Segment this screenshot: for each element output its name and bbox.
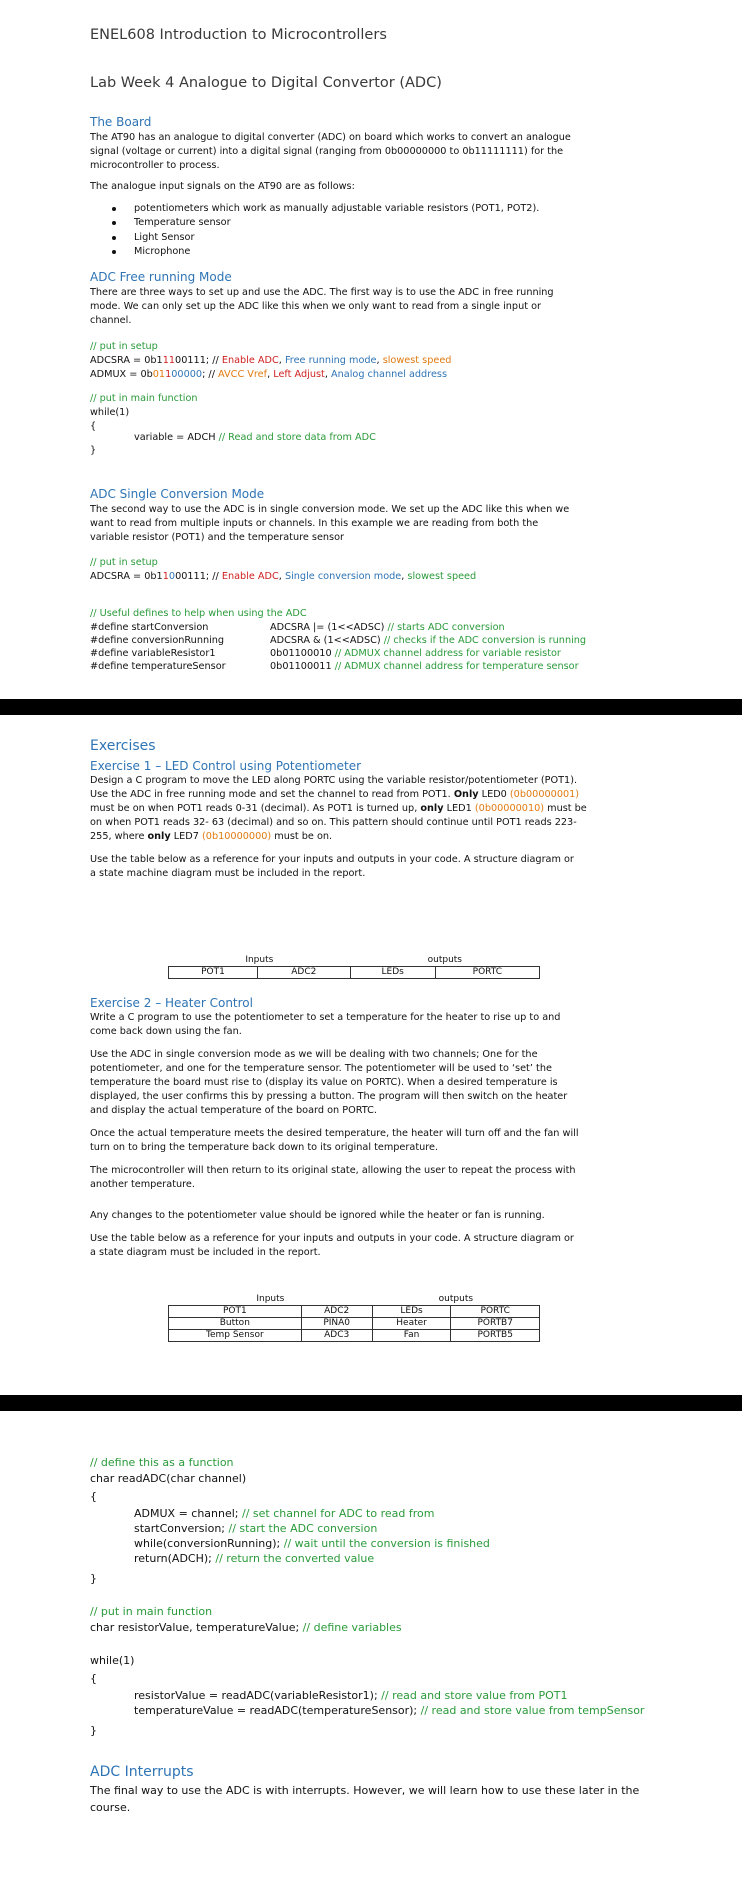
single-text-line: The second way to use the ADC is in single conversion mode. We set up the ADC like this when we <box>90 504 570 515</box>
single-text-line: variable resistor (POT1) and the temperature sensor <box>90 532 345 543</box>
code-brace: { <box>90 1490 97 1503</box>
code-line: resistorValue = readADC(variableResistor1); // read and store value from POT1 <box>134 1689 568 1702</box>
exercise-2-text-line: temperature the board must rise to (display its value on PORTC). When a desired temperature is <box>90 1077 558 1088</box>
free-text-line: mode. We can only set up the ADC like this when we only want to read from a single input or <box>90 301 541 312</box>
code-line: startConversion; // start the ADC conversion <box>134 1522 378 1535</box>
exercise-2-text-line: Use the table below as a reference for your inputs and outputs in your code. A structure diagram or <box>90 1233 574 1244</box>
table-row: Button PINA0 Heater PORTB7 <box>169 1318 540 1330</box>
free-text-line: There are three ways to set up and use the ADC. The first way is to use the ADC in free running <box>90 287 554 298</box>
exercise-1-text-line: Design a C program to move the LED along PORTC using the variable resistor/potentiometer (POT1). <box>90 775 578 786</box>
bullet-dot <box>112 250 116 254</box>
bullet-item: potentiometers which work as manually adjustable variable resistors (POT1, POT2). <box>134 203 540 214</box>
define-name: #define conversionRunning <box>90 635 225 646</box>
exercises-heading: Exercises <box>90 738 156 754</box>
board-text-line: The AT90 has an analogue to digital converter (ADC) on board which works to convert an analogue <box>90 132 571 143</box>
define-value: 0b01100010 // ADMUX channel address for variable resistor <box>270 648 561 659</box>
single-text-line: want to read from multiple inputs or channels. In this example we are reading from both the <box>90 518 539 529</box>
code-line: variable = ADCH // Read and store data from ADC <box>134 432 376 443</box>
adc-interrupts-heading: ADC Interrupts <box>90 1764 194 1780</box>
bullet-item: Temperature sensor <box>134 217 231 228</box>
code-line-adcsra: ADCSRA = 0b11000111; // Enable ADC, Single conversion mode, slowest speed <box>90 571 477 582</box>
exercise-2-text-line: and display the actual temperature of the board on PORTC. <box>90 1105 377 1116</box>
exercise-2-io-table <box>168 1294 540 1342</box>
exercise-1-text-line: 255, where only LED7 (0b10000000) must be on. <box>90 831 333 842</box>
exercise-2-text-line: displayed, the user confirms this by pressing a button. The program will then switch on the heater <box>90 1091 568 1102</box>
exercise-2-text-line: potentiometer, and one for the temperature sensor. The potentiometer will be used to ‘set’ the <box>90 1063 552 1074</box>
code-line: while(1) <box>90 407 130 418</box>
define-name: #define variableResistor1 <box>90 648 216 659</box>
code-line-adcsra: ADCSRA = 0b11100111; // Enable ADC, Free running mode, slowest speed <box>90 355 452 366</box>
exercise-2-text-line: Write a C program to use the potentiometer to set a temperature for the heater to rise up to and <box>90 1012 561 1023</box>
code-line-admux: ADMUX = 0b01100000; // AVCC Vref, Left Adjust, Analog channel address <box>90 369 448 380</box>
board-heading: The Board <box>90 115 152 129</box>
bullet-item: Light Sensor <box>134 232 195 243</box>
bullet-item: Microphone <box>134 246 191 257</box>
define-name: #define startConversion <box>90 622 209 633</box>
table-header-outputs: outputs <box>438 1294 474 1304</box>
code-comment: // put in setup <box>90 557 158 568</box>
page-3 <box>0 1411 742 1887</box>
table-row: POT1 ADC2 LEDs PORTC <box>169 1306 540 1318</box>
exercise-2-text-line: a state diagram must be included in the report. <box>90 1247 321 1258</box>
bullet-dot <box>112 236 116 240</box>
exercise-1-io-table <box>168 955 540 979</box>
code-brace: } <box>90 1572 97 1585</box>
board-text-line: The analogue input signals on the AT90 are as follows: <box>90 181 355 192</box>
table-header-inputs: Inputs <box>256 1294 285 1304</box>
table-row: Temp Sensor ADC3 Fan PORTB5 <box>169 1330 540 1342</box>
interrupts-text-line: course. <box>90 1801 131 1814</box>
code-line: char readADC(char channel) <box>90 1472 247 1485</box>
table-row: POT1 ADC2 LEDs PORTC <box>169 967 540 979</box>
define-value: ADCSRA & (1<<ADSC) // checks if the ADC conversion is running <box>270 635 587 646</box>
code-line: while(1) <box>90 1654 135 1667</box>
exercise-2-heading: Exercise 2 – Heater Control <box>90 996 253 1010</box>
code-comment: // put in setup <box>90 341 158 352</box>
page-2 <box>0 715 742 1395</box>
code-comment: // define this as a function <box>90 1456 234 1469</box>
define-name: #define temperatureSensor <box>90 661 226 672</box>
board-text-line: signal (voltage or current) into a digital signal (ranging from 0b00000000 to 0b11111111) for the <box>90 146 564 157</box>
exercise-1-text-line: Use the ADC in free running mode and set the channel to read from POT1. Only LED0 (0b00000001) <box>90 789 580 800</box>
bullet-dot <box>112 221 116 225</box>
exercise-2-text-line: Use the ADC in single conversion mode as we will be dealing with two channels; One for the <box>90 1049 538 1060</box>
exercise-1-text-line: Use the table below as a reference for your inputs and outputs in your code. A structure diagram or <box>90 854 574 865</box>
doc-title: ENEL608 Introduction to Microcontrollers <box>90 27 387 43</box>
table-header-inputs: Inputs <box>245 955 274 965</box>
exercise-1-text-line: on when POT1 reads 32- 63 (decimal) and so on. This pattern should continue until POT1 reads 223- <box>90 817 577 828</box>
exercise-2-text-line: Once the actual temperature meets the desired temperature, the heater will turn off and the fan will <box>90 1128 579 1139</box>
interrupts-text-line: The final way to use the ADC is with interrupts. However, we will learn how to use these later in the <box>90 1784 640 1797</box>
code-line: temperatureValue = readADC(temperatureSensor); // read and store value from tempSensor <box>134 1704 645 1717</box>
code-comment: // Useful defines to help when using the ADC <box>90 608 307 619</box>
exercise-2-text-line: come back down using the fan. <box>90 1026 242 1037</box>
table-header-outputs: outputs <box>427 955 462 965</box>
exercise-2-text-line: Any changes to the potentiometer value should be ignored while the heater or fan is running. <box>90 1210 545 1221</box>
code-comment: // put in main function <box>90 1605 213 1618</box>
code-brace: } <box>90 445 97 456</box>
doc-subtitle: Lab Week 4 Analogue to Digital Convertor (ADC) <box>90 75 442 91</box>
board-text-line: microcontroller to process. <box>90 160 220 171</box>
code-line: while(conversionRunning); // wait until the conversion is finished <box>134 1537 490 1550</box>
define-value: ADCSRA |= (1<<ADSC) // starts ADC conversion <box>270 622 505 633</box>
exercise-1-heading: Exercise 1 – LED Control using Potentiometer <box>90 759 362 773</box>
code-comment: // put in main function <box>90 393 198 404</box>
exercise-2-text-line: another temperature. <box>90 1179 195 1190</box>
define-value: 0b01100011 // ADMUX channel address for temperature sensor <box>270 661 579 672</box>
single-conversion-heading: ADC Single Conversion Mode <box>90 487 265 501</box>
exercise-1-text-line: a state machine diagram must be included in the report. <box>90 868 366 879</box>
exercise-1-text-line: must be on when POT1 reads 0-31 (decimal). As POT1 is turned up, only LED1 (0b00000010) must be <box>90 803 587 814</box>
code-line: return(ADCH); // return the converted value <box>134 1552 375 1565</box>
code-line: ADMUX = channel; // set channel for ADC to read from <box>134 1507 435 1520</box>
code-line: char resistorValue, temperatureValue; // define variables <box>90 1621 402 1634</box>
code-brace: { <box>90 1672 97 1685</box>
exercise-2-text-line: The microcontroller will then return to its original state, allowing the user to repeat the process with <box>90 1165 576 1176</box>
free-text-line: channel. <box>90 315 132 326</box>
bullet-dot <box>112 207 116 211</box>
code-brace: } <box>90 1724 97 1737</box>
exercise-2-text-line: turn on to bring the temperature back down to its original temperature. <box>90 1142 439 1153</box>
free-running-heading: ADC Free running Mode <box>90 270 232 284</box>
code-brace: { <box>90 421 97 432</box>
page-1 <box>0 0 742 699</box>
